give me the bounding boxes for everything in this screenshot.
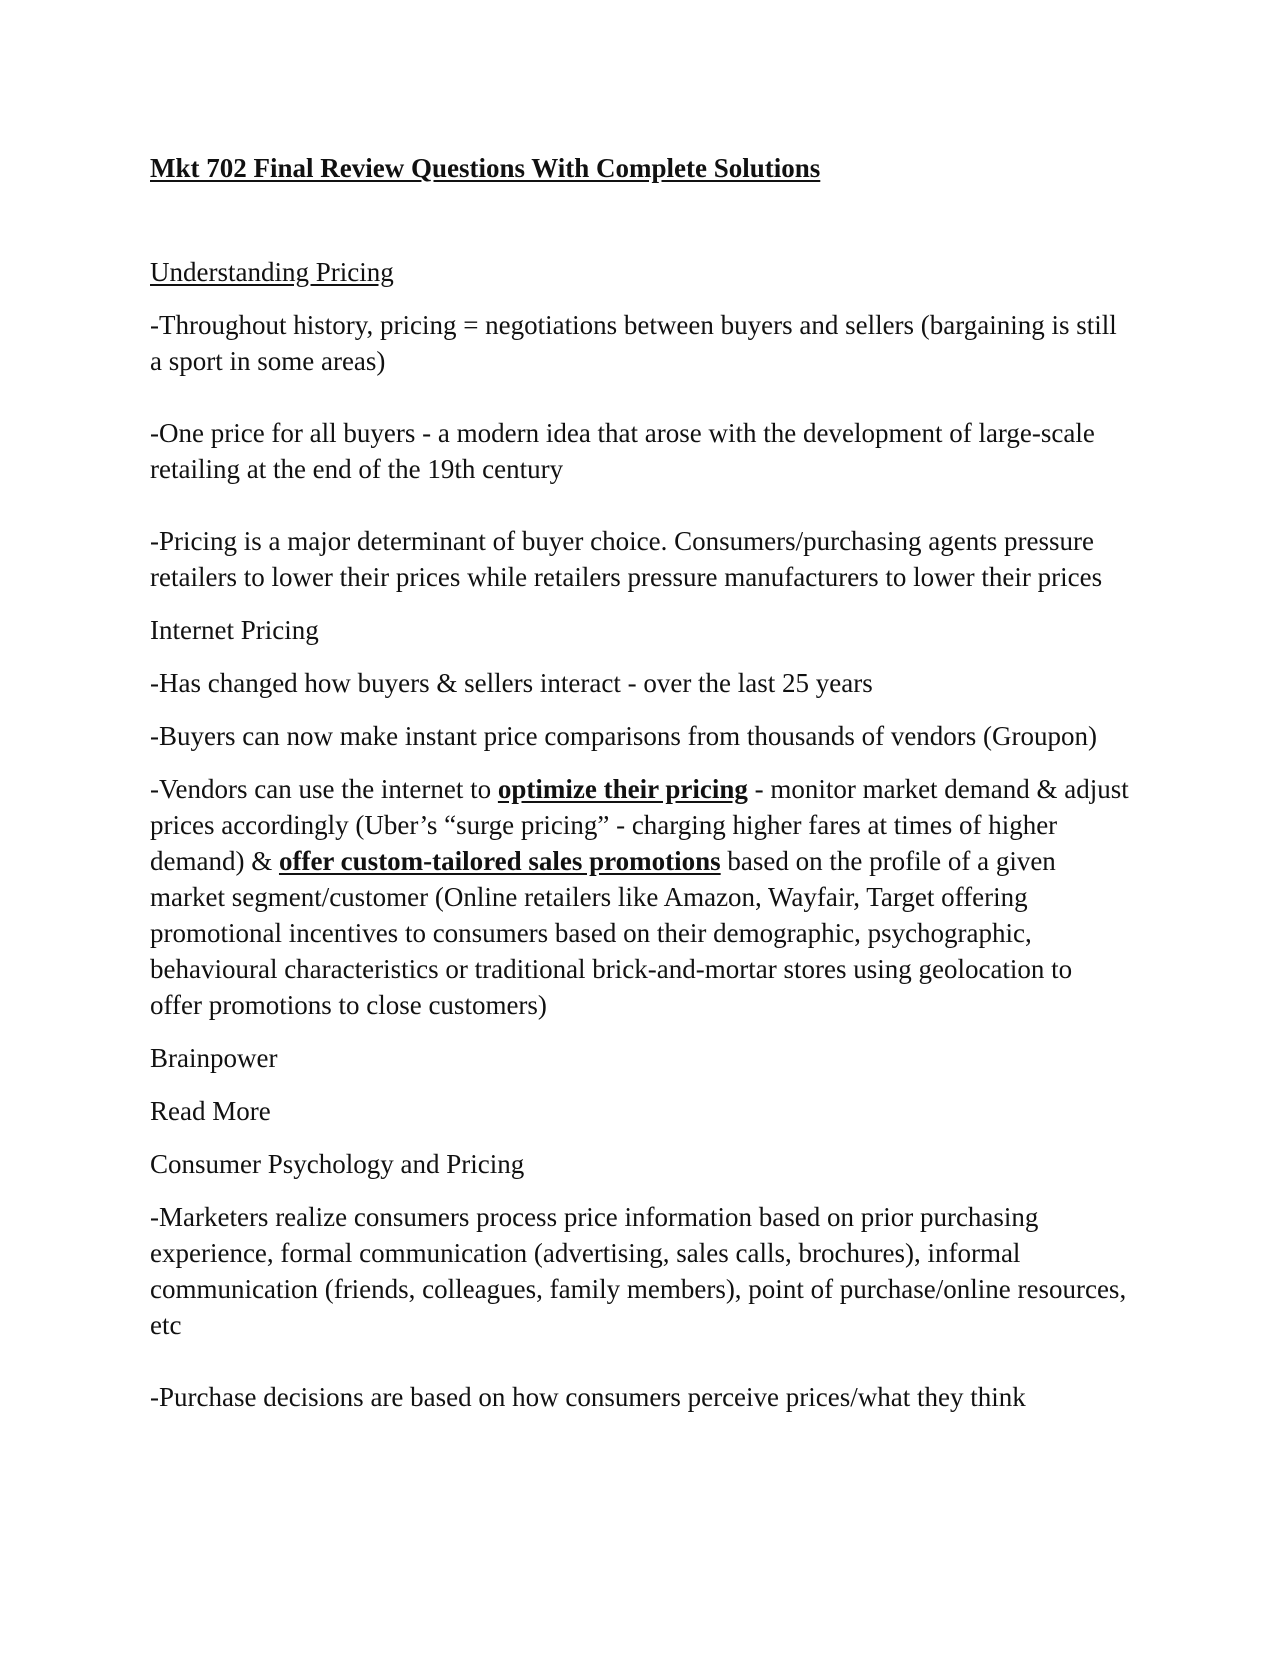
- paragraph: -Has changed how buyers & sellers interact - over the last 25 years: [150, 668, 873, 698]
- read-more-link[interactable]: Read More: [150, 1096, 271, 1126]
- document-body: [150, 254, 1130, 1415]
- emphasis-custom-promotions: offer custom-tailored sales promotions: [278, 846, 721, 876]
- paragraph: -Marketers realize consumers process price information based on prior purchasing experience, formal communication (advertising, sales calls, brochures), informal communication (friends, colleagues, family members), point of purchase/online resources, etc: [150, 1202, 1127, 1340]
- paragraph-text: - monitor market demand & adjust prices accordingly (Uber’s “surge pricing” - charging higher fares at times of higher demand) &: [150, 774, 1129, 876]
- paragraph: -Buyers can now make instant price comparisons from thousands of vendors (Groupon): [150, 721, 1098, 751]
- paragraph: -Pricing is a major determinant of buyer choice. Consumers/purchasing agents pressure retailers to lower their prices while retailers pressure manufacturers to lower their prices: [150, 526, 1103, 592]
- brainpower-label: Brainpower: [150, 1043, 278, 1073]
- document-title: Mkt 702 Final Review Questions With Complete Solutions: [150, 153, 821, 183]
- paragraph: [150, 771, 1130, 1023]
- section-heading-internet-pricing: Internet Pricing: [150, 615, 319, 645]
- paragraph-text: based on the profile of a given market segment/customer (Online retailers like Amazon, Wayfair, Target offering promotional incentives to consumers based on their demographic, psychographic, behavioural characteristics or traditional brick-and-mortar stores using geolocation to offer promotions to close customers): [150, 846, 1073, 1020]
- paragraph: -Purchase decisions are based on how consumers perceive prices/what they think: [150, 1382, 1026, 1412]
- paragraph-text: -Vendors can use the internet to: [150, 774, 498, 804]
- section-heading-understanding-pricing: Understanding Pricing: [150, 257, 394, 287]
- paragraph: -One price for all buyers - a modern idea that arose with the development of large-scale retailing at the end of the 19th century: [150, 418, 1095, 484]
- paragraph: -Throughout history, pricing = negotiations between buyers and sellers (bargaining is still a sport in some areas): [150, 310, 1117, 376]
- emphasis-optimize-pricing: optimize their pricing: [497, 774, 748, 804]
- section-heading-consumer-psychology: Consumer Psychology and Pricing: [150, 1149, 525, 1179]
